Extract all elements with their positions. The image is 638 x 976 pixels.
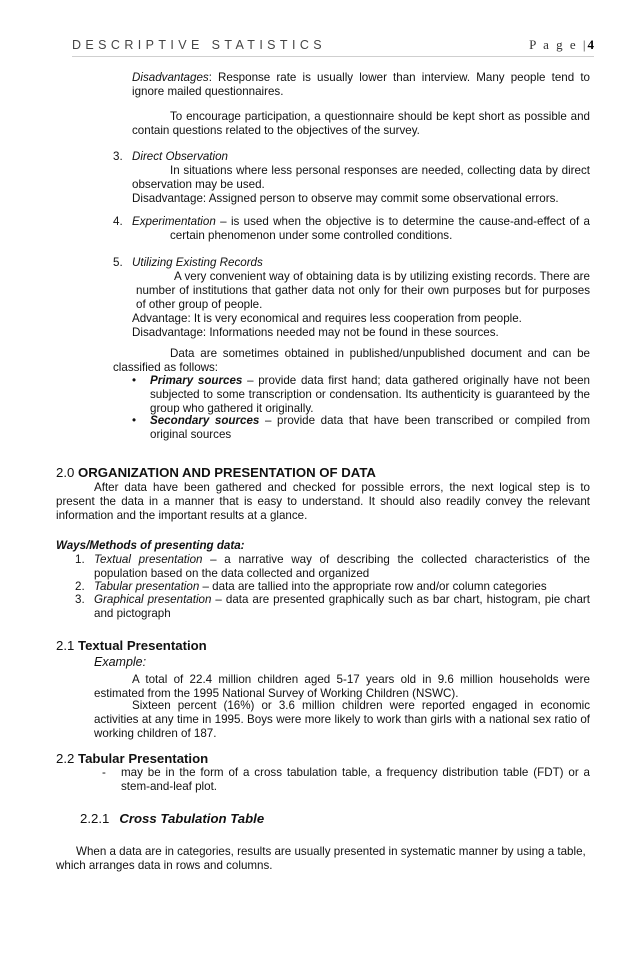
ways-heading	[56, 539, 590, 553]
way-text: – a narrative way of describing the collected characteristics of the population based on the data collected and organized	[94, 553, 590, 580]
section-heading-2-2	[56, 751, 590, 767]
tabular-text: may be in the form of a cross tabulation table, a frequency distribution table (FDT) or a stem-and-leaf plot.	[121, 766, 590, 793]
example-text: A total of 22.4 million children aged 5-17 years old in 9.6 million households were estimated from the 1995 National Survey of Working Children (NSWC).	[94, 673, 590, 700]
ways-heading-text: Ways/Methods of presenting data:	[56, 539, 245, 552]
section-title: Textual Presentation	[78, 638, 207, 653]
example-text: Sixteen percent (16%) or 3.6 million children were reported engaged in economic activities at any time in 1995. Boys were more likely to work than girls with a national sex ratio of working children of 187.	[94, 699, 590, 740]
source-secondary	[150, 414, 590, 442]
sources-intro-text: Data are sometimes obtained in published/unpublished document and can be classified as follows:	[113, 347, 590, 374]
method-advantage: Advantage: It is very economical and requires less cooperation from people.	[132, 312, 522, 325]
method-experimentation	[132, 215, 590, 243]
cross-tabulation-body	[56, 845, 590, 873]
section-number: 2.2	[56, 751, 78, 766]
section-title: Tabular Presentation	[78, 751, 209, 766]
page-indicator	[529, 38, 594, 52]
method-title: Experimentation	[132, 215, 216, 228]
cross-tabulation-text: When a data are in categories, results are usually presented in systematic manner by using a table, which arranges data in rows and columns.	[56, 845, 586, 872]
disadvantages-text: : Response rate is usually lower than interview. Many people tend to ignore mailed questionnaires.	[132, 71, 590, 98]
bullet-icon: •	[132, 414, 137, 427]
way-text: – data are presented graphically such as bar chart, histogram, pie chart and pictograph	[94, 593, 590, 620]
section-heading-2-0	[56, 465, 590, 481]
page-number: 4	[587, 37, 594, 52]
method-title: Utilizing Existing Records	[132, 256, 263, 269]
header-title: DESCRIPTIVE STATISTICS	[72, 38, 326, 52]
example-label-text: Example:	[94, 655, 147, 669]
example-paragraph-1	[94, 673, 590, 701]
page-header	[72, 36, 594, 57]
method-title: Direct Observation	[132, 150, 229, 163]
section-body: After data have been gathered and checked for possible errors, the next logical step is to present the data in a manner that is easy to understand. It should also readily convey the relevant information and the important results at a glance.	[56, 481, 590, 522]
method-direct-observation	[132, 150, 590, 206]
list-number: 1.	[75, 553, 85, 566]
encourage-paragraph: To encourage participation, a questionnaire should be kept short as possible and contain questions related to the objectives of the survey.	[132, 110, 590, 137]
bullet-icon: •	[132, 374, 137, 387]
way-graphical	[94, 593, 590, 621]
section-heading-2-2-1	[80, 811, 590, 827]
list-number: 3.	[75, 593, 85, 606]
sources-intro	[113, 347, 590, 375]
method-note: Disadvantage: Assigned person to observe may commit some observational errors.	[132, 192, 559, 205]
tabular-description	[121, 766, 590, 794]
questionnaire-disadvantages	[132, 71, 590, 99]
section-2-0-body	[56, 481, 590, 523]
way-label: Textual presentation	[94, 553, 203, 566]
dash-marker: -	[102, 766, 106, 779]
method-disadvantage: Disadvantage: Informations needed may not be found in these sources.	[132, 326, 499, 339]
list-number: 5.	[113, 256, 123, 269]
example-label	[94, 655, 146, 670]
section-title: ORGANIZATION AND PRESENTATION OF DATA	[78, 465, 376, 480]
section-heading-2-1	[56, 638, 590, 654]
way-textual	[94, 553, 590, 581]
section-number: 2.1	[56, 638, 78, 653]
way-tabular	[94, 580, 590, 594]
source-label: Secondary sources	[150, 414, 260, 427]
questionnaire-encourage	[132, 110, 590, 138]
section-number: 2.2.1	[80, 811, 110, 826]
disadvantages-label: Disadvantages	[132, 71, 209, 84]
way-text: – data are tallied into the appropriate row and/or column categories	[199, 580, 547, 593]
method-body: – is used when the objective is to determine the cause-and-effect of a certain phenomenon under some controlled conditions.	[170, 215, 590, 242]
list-number: 3.	[113, 150, 123, 163]
section-number: 2.0	[56, 465, 78, 480]
method-body: A very convenient way of obtaining data is by utilizing existing records. There are number of institutions that gather data not only for their own purposes but for purposes of other group of people.	[136, 270, 590, 311]
way-label: Tabular presentation	[94, 580, 200, 593]
way-label: Graphical presentation	[94, 593, 212, 606]
section-title: Cross Tabulation Table	[119, 811, 265, 826]
method-body: In situations where less personal responses are needed, collecting data by direct observation may be used.	[132, 164, 590, 191]
page-label: P a g e |	[529, 37, 588, 52]
list-number: 4.	[113, 215, 123, 228]
example-paragraph-2	[94, 699, 590, 741]
source-text: – provide data that have been transcribed or compiled from original sources	[150, 414, 590, 441]
method-existing-records	[132, 256, 590, 340]
source-text: – provide data first hand; data gathered originally have not been subjected to some transcription or condensation. Its authenticity is guaranteed by the group who gathered it originally.	[150, 374, 590, 415]
source-primary	[150, 374, 590, 416]
list-number: 2.	[75, 580, 85, 593]
source-label: Primary sources	[150, 374, 243, 387]
